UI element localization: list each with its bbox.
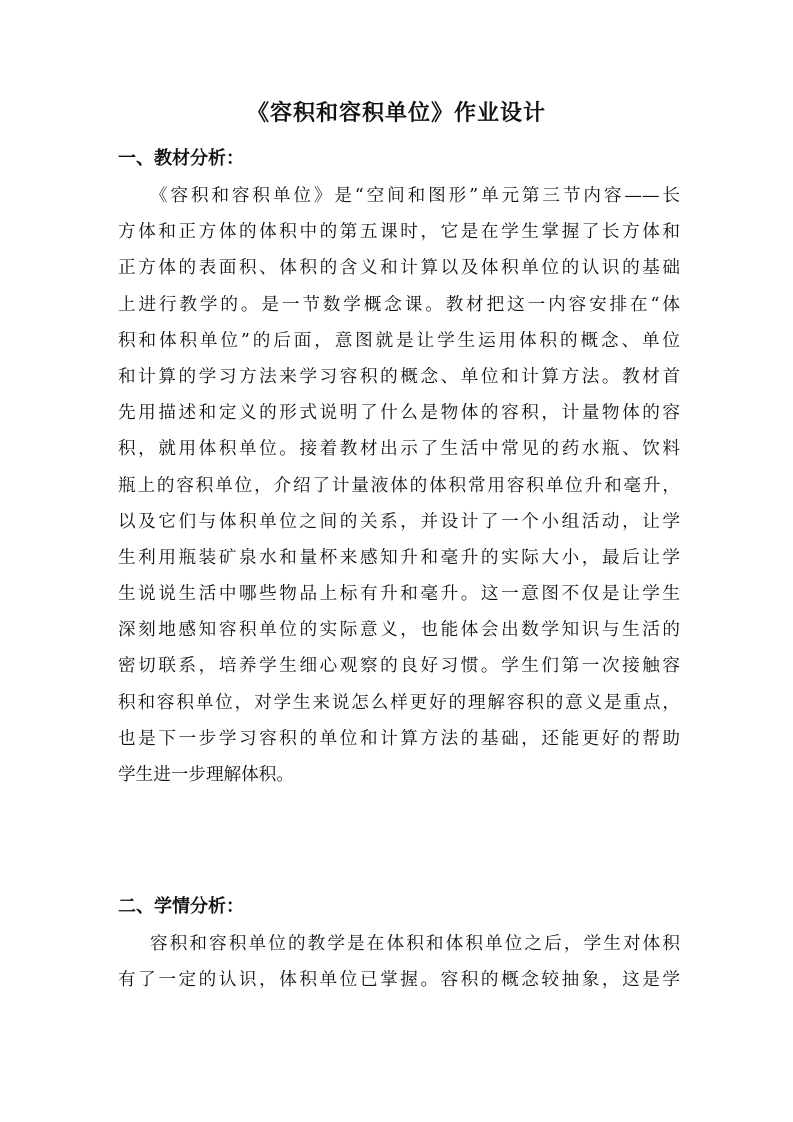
text-line: 瓶上的容积单位，介绍了计量液体的体积常用容积单位升和毫升， [118, 475, 680, 496]
text-line: 和计算的学习方法来学习容积的概念、单位和计算方法。教材首 [118, 366, 680, 387]
text-line: 积和体积单位”的后面，意图就是让学生运用体积的概念、单位 [118, 330, 680, 351]
document-title: 《容积和容积单位》作业设计 [246, 101, 546, 126]
text-line: 上进行教学的。是一节数学概念课。教材把这一内容安排在“体 [118, 294, 680, 315]
paragraph-textbook-analysis [118, 178, 680, 793]
text-line: 密切联系，培养学生细心观察的良好习惯。学生们第一次接触容 [118, 656, 680, 677]
paragraph-learner-analysis [118, 926, 680, 998]
text-line: 也是下一步学习容积的单位和计算方法的基础，还能更好的帮助 [118, 728, 680, 749]
text-line: 积，就用体积单位。接着教材出示了生活中常见的药水瓶、饮料 [118, 439, 680, 460]
text-line: 深刻地感知容积单位的实际意义，也能体会出数学知识与生活的 [118, 620, 680, 641]
text-line: 积和容积单位，对学生来说怎么样更好的理解容积的意义是重点， [118, 692, 680, 713]
text-line: 《容积和容积单位》是“空间和图形”单元第三节内容——长 [150, 186, 680, 206]
text-line: 容积和容积单位的教学是在体积和体积单位之后，学生对体积 [150, 934, 680, 954]
text-line: 生说说生活中哪些物品上标有升和毫升。这一意图不仅是让学生 [118, 584, 680, 605]
text-line: 生利用瓶装矿泉水和量杯来感知升和毫升的实际大小，最后让学 [118, 547, 680, 568]
text-line: 有了一定的认识，体积单位已掌握。容积的概念较抽象，这是学 [118, 970, 680, 991]
text-line: 学生进一步理解体积。 [118, 765, 294, 785]
section-heading-textbook-analysis: 一、教材分析： [118, 148, 244, 169]
text-line: 以及它们与体积单位之间的关系，并设计了一个小组活动，让学 [118, 511, 680, 532]
section-heading-learner-analysis: 二、学情分析： [118, 896, 244, 917]
text-line: 先用描述和定义的形式说明了什么是物体的容积，计量物体的容 [118, 403, 680, 424]
text-line: 方体和正方体的体积中的第五课时，它是在学生掌握了长方体和 [118, 222, 680, 243]
text-line: 正方体的表面积、体积的含义和计算以及体积单位的认识的基础 [118, 258, 680, 279]
